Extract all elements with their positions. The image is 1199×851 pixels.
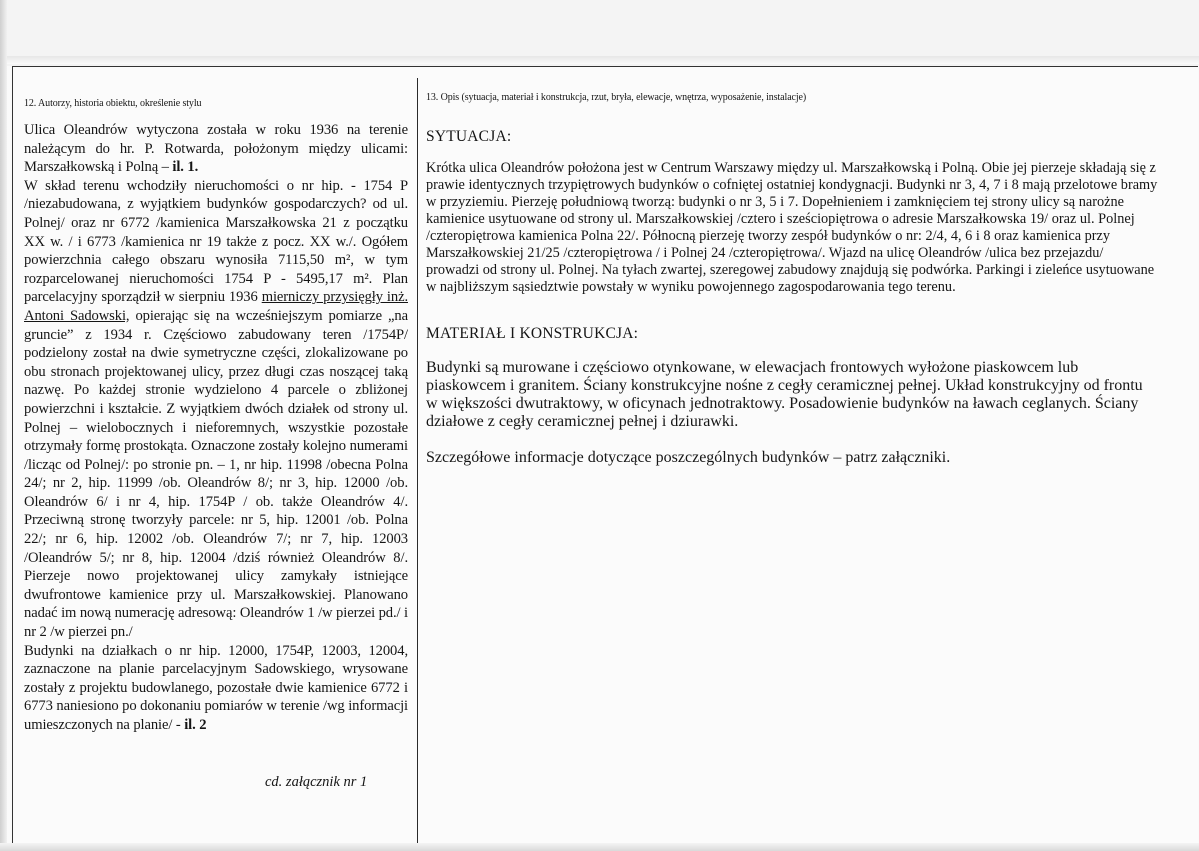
right-section-header: 13. Opis (sytuacja, materiał i konstrukcja, rzut, bryła, elewacje, wnętrza, wyposażenie, instalacje) — [426, 92, 807, 103]
column-divider — [417, 78, 418, 851]
situation-title: SYTUACJA: — [426, 128, 512, 145]
situation-section — [426, 128, 1158, 311]
left-column — [24, 98, 408, 735]
left-section-header: 12. Autorzy, historia obiektu, określenie stylu — [24, 98, 202, 109]
figure-ref-2: il. 2 — [184, 717, 207, 733]
continuation-note: cd. załącznik nr 1 — [265, 774, 368, 790]
history-paragraph-1: Ulica Oleandrów wytyczona została w roku 1936 na terenie należącym do hr. P. Rotwarda, położonym między ulicami: Marszałkowską i Polną – — [24, 122, 408, 176]
history-paragraph-3: Budynki na działkach o nr hip. 12000, 1754P, 12003, 12004, zaznaczone na planie parcelacyjnym Sadowskiego, wrysowane zostały z projektu budowlanego, pozostałe dwie kamienice 6772 i 6773 naniesiono po dokonaniu pomiarów w terenie /wg informacji umieszczonych na planie/ - — [24, 642, 408, 733]
details-section — [426, 433, 1158, 483]
material-section — [426, 325, 1158, 447]
history-paragraph-2: W skład terenu wchodziły nieruchomości o nr hip. - 1754 P /niezabudowana, z wyjątkiem budynków gospodarczych? od ul. Polnej/ oraz nr 6772 /kamienica Marszałkowska 21 z początku XX w. / i 6773 /kamienica nr 19 także z pocz. XX w./. Ogółem powierzchnia całego obszaru wynosiła 7115,50 m², w tym rozparcelowanej nieruchomości 1754 P - 5495,17 m². Plan parcelacyjny sporządził w sierpniu 1936 — [24, 177, 408, 306]
material-text: Budynki są murowane i częściowo otynkowane, w elewacjach frontowych wyłożone piaskowcem lub piaskowcem i granitem. Ściany konstrukcyjne nośne z cegły ceramicznej pełnej. Układ konstrukcyjny od frontu w większości dwutraktowy, w oficynach jednotraktowy. Posadowienie budynków na ławach ceglanych. Ściany działowe z cegły ceramicznej pełnej i dziurawki. — [426, 359, 1143, 430]
scan-bottom-edge — [0, 843, 1199, 851]
scan-left-edge — [0, 0, 7, 851]
right-column-header — [426, 92, 1160, 117]
situation-text: Krótka ulica Oleandrów położona jest w Centrum Warszawy między ul. Marszałkowską i Polną. Obie jej pierzeje składają się z prawie identycznych trzypiętrowych budynków o cofniętej ostatniej kondygnacji. Budynki nr 3, 4, 7 i 8 mają przelotowe bramy w przyziemiu. Pierzeję południową tworzą: budynki o nr 3, 5 i 7. Dopełnieniem i zamknięciem tej strony ulicy są narożne kamienice usytuowane od strony ul. Marszałkowskiej /cztero i sześciopiętrowa o adresie Marszałkowska 19/ oraz ul. Polnej /czteropiętrowa kamienica Polna 22/. Północną pierzeję tworzy zespół budynków o nr: 2/4, 4, 6 i 8 oraz kamienica przy Marszałkowskiej 21/25 /czteropiętrowa / i Polnej 24 /czteropiętrowa/. Wjazd na ulicę Oleandrów /ulica bez przejazdu/ prowadzi od strony ul. Polnej. Na tyłach zwartej, szeregowej zabudowy znajdują się podwórka. Parkingi i zieleńce usytuowane w najbliższym sąsiedztwie powstały w wyniku powojennego zagospodarowania tego terenu. — [426, 160, 1158, 296]
details-text: Szczegółowe informacje dotyczące poszczególnych budynków – patrz załączniki. — [426, 449, 951, 466]
surveyor-name: mierniczy przysięgły inż. Antoni Sadowski, — [24, 289, 408, 324]
material-title: MATERIAŁ I KONSTRUKCJA: — [426, 325, 639, 342]
history-paragraph-2-rest: opierając się na wcześniejszym pomiarze „na gruncie” z 1934 r. Częściowo zabudowany teren /1754P/ podzielony został na dwie symetryczne części, zlokalizowane po obu stronach projektowanej ulicy, przez długi czas noszącej taką nazwę. Po każdej stronie wydzielono 4 parcele o zbliżonej powierzchni i kształcie. Z wyjątkiem dwóch działek od strony ul. Polnej – wielobocznych i nieforemnych, wszystkie pozostałe otrzymały formę prostokąta. Oznaczone zostały kolejno numerami /licząc od Polnej/: po stronie pn. – 1, nr hip. 11998 /obecna Polna 24/; nr 2, hip. 11999 /ob. Oleandrów 8/; nr 3, hip. 12000 /ob. Oleandrów 6/ i nr 4, hip. 1754P / ob. także Oleandrów 4/. Przeciwną stronę tworzyły parcele: nr 5, hip. 12001 /ob. Polna 22/; nr 6, hip. 12002 /ob. Oleandrów 7/; nr 7, hip. 12003 /Oleandrów 5/; nr 8, hip. 12004 /dziś również Oleandrów 8/. Pierzeje nowo projektowanej ulicy zamykały istniejące dwufrontowe kamienice przy ul. Marszałkowskiej. Planowano nadać im nową numerację adresową: Oleandrów 1 /w pierzei pd./ i nr 2 /w pierzei pn./ — [24, 307, 408, 641]
figure-ref-1: il. 1. — [172, 159, 199, 176]
scan-fold-shadow — [0, 56, 1199, 64]
history-text — [24, 121, 408, 735]
